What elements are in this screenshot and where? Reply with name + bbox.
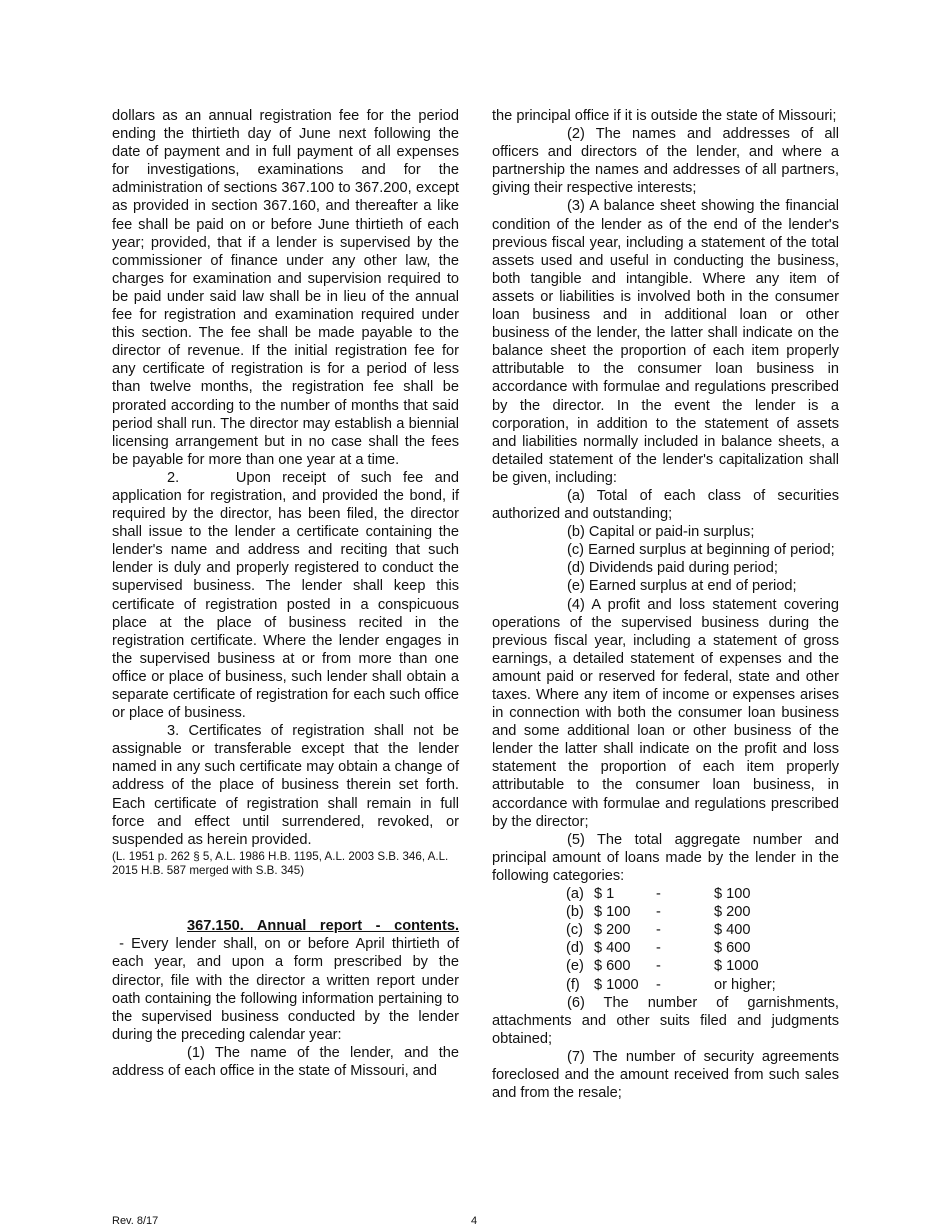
item-5: (5) The total aggregate number and principal amount of loans made by the lender in the following categories: xyxy=(492,831,839,884)
category-from: $ 1000 xyxy=(594,976,639,993)
left-column xyxy=(112,107,464,1080)
category-label: (d) xyxy=(566,940,584,957)
category-dash: - xyxy=(656,922,661,939)
item-3c: (c) Earned surplus at beginning of period; xyxy=(567,542,835,559)
category-from: $ 400 xyxy=(594,940,631,957)
footer-page-number: 4 xyxy=(471,1215,478,1227)
table-row xyxy=(566,957,776,975)
paragraph-2: 2. Upon receipt of such fee and application for registration, and provided the bond, if required by the director, has been filed, the director shall issue to the lender a certificate containing the lender's name and address and reciting that such lender is duly and properly registered to conduct the supervised business. The lender shall keep this certificate of registration posted in a conspicuous place at the place of business recited in the registration certificate. Where the lender engages in the supervised business at or from more than one office or place of business, such lender shall obtain a separate certificate of registration for each such office or place of business. xyxy=(112,469,464,722)
item-3a: (a) Total of each class of securities authorized and outstanding; xyxy=(492,487,839,523)
history-note: (L. 1951 p. 262 § 5, A.L. 1986 H.B. 1195, A.L. 2003 S.B. 346, A.L. 2015 H.B. 587 merged with S.B. 345) xyxy=(112,849,449,878)
paragraph-3: 3. Certificates of registration shall not be assignable or transferable except that the lender named in any such certificate may obtain a change of address of the place of business therein set forth. Each certificate of registration shall remain in full force and effect until surrendered, revoked, or suspended as herein provided. xyxy=(112,723,459,848)
paragraph-fee: dollars as an annual registration fee for the period ending the thirtieth day of June next following the date of payment and in full payment of all expenses for investigations, examinations and for the administration of sections 367.100 to 367.200, except as provided in section 367.160, and thereafter a like fee shall be paid on or before June thirtieth of each year; provided, that if a lender is supervised by the commissioner of finance under any other law, the charges for examination and supervision required to be paid under said law shall be in lieu of the annual fee for registration and examination required under this section. The fee shall be made payable to the director of revenue. If the initial registration fee for any certificate of registration is for a period of less than twelve months, the registration fee shall be prorated according to the number of months that said period shall run. The director may establish a biennial licensing arrangement but in no case shall the fees be payable for more than one year at a time. xyxy=(112,108,459,468)
category-dash: - xyxy=(656,940,661,957)
category-from: $ 200 xyxy=(594,922,631,939)
category-to: $ 200 xyxy=(714,904,751,921)
category-to: $ 400 xyxy=(714,922,751,939)
item-7: (7) The number of security agreements foreclosed and the amount received from such sales and from the resale; xyxy=(492,1048,839,1102)
category-label: (e) xyxy=(566,958,584,975)
table-row xyxy=(566,939,776,957)
item-1: (1) The name of the lender, and the address of each office in the state of Missouri, and xyxy=(112,1044,459,1079)
category-to: or higher; xyxy=(714,976,776,993)
category-from: $ 100 xyxy=(594,904,631,921)
category-dash: - xyxy=(656,886,661,903)
category-from: $ 1 xyxy=(594,886,615,903)
item-2: (2) The names and addresses of all officers and directors of the lender, and where a partnership the names and addresses of all partners, giving their respective interests; xyxy=(492,126,839,197)
table-row xyxy=(566,903,776,921)
item-3d: (d) Dividends paid during period; xyxy=(567,560,778,577)
category-label: (b) xyxy=(566,904,584,921)
item-1-continued: the principal office if it is outside the state of Missouri; xyxy=(492,108,837,124)
item-6: (6) The number of garnishments, attachments and other suits filed and judgments obtained; xyxy=(492,994,844,1047)
category-dash: - xyxy=(656,958,661,975)
category-to: $ 100 xyxy=(714,886,751,903)
item-3e: (e) Earned surplus at end of period; xyxy=(567,578,797,595)
category-label: (f) xyxy=(566,976,580,993)
category-to: $ 1000 xyxy=(714,958,759,975)
section-title: 367.150. Annual report - contents. xyxy=(187,918,459,935)
item-3b: (b) Capital or paid-in surplus; xyxy=(567,524,755,541)
table-row xyxy=(566,976,776,994)
category-label: (a) xyxy=(566,886,584,903)
category-to: $ 600 xyxy=(714,940,751,957)
item-3: (3) A balance sheet showing the financial condition of the lender as of the end of the lender's previous fiscal year, including a statement of the total assets used and useful in conducting the business, both tangible and intangible. Where any item of assets or liabilities is involved both in the consumer loan business and in additional loan or other business of the lender, the latter shall indicate on the balance sheet the proportion of each item properly attributable to the consumer loan business in accordance with formulae and regulations prescribed by the director. In the event the lender is a corporation, in addition to the statement of assets and liabilities normally included in balance sheets, a detailed statement of the lender's capitalization shall be given, including: xyxy=(492,198,839,486)
category-dash: - xyxy=(656,904,661,921)
item-4: (4) A profit and loss statement covering operations of the supervised business during the previous fiscal year, including a statement of gross earnings, a detailed statement of expenses and the amount paid or reserved for federal, state and other taxes. Where any item of income or expenses arises in connection with both the consumer loan business and some additional loan or other business of the lender the latter shall indicate on the profit and loss statement the proportion of each item properly attributable to the consumer loan business, in accordance with formulae and regulations prescribed by the director; xyxy=(492,596,839,830)
section-dash: - xyxy=(112,936,132,953)
loan-categories-table xyxy=(566,885,776,994)
table-row xyxy=(566,921,776,939)
section-heading-367-150 xyxy=(112,917,459,1044)
category-dash: - xyxy=(656,976,661,993)
category-from: $ 600 xyxy=(594,958,631,975)
category-label: (c) xyxy=(566,922,584,939)
footer-revision: Rev. 8/17 xyxy=(112,1215,159,1227)
right-column xyxy=(492,107,844,1102)
section-body: Every lender shall, on or before April thirtieth of each year, and upon a form prescribed by the director, file with the director a written report under oath containing the following information pertaining to the supervised business conducted by the lender during the preceding calendar year: xyxy=(112,936,459,1043)
table-row xyxy=(566,885,776,903)
